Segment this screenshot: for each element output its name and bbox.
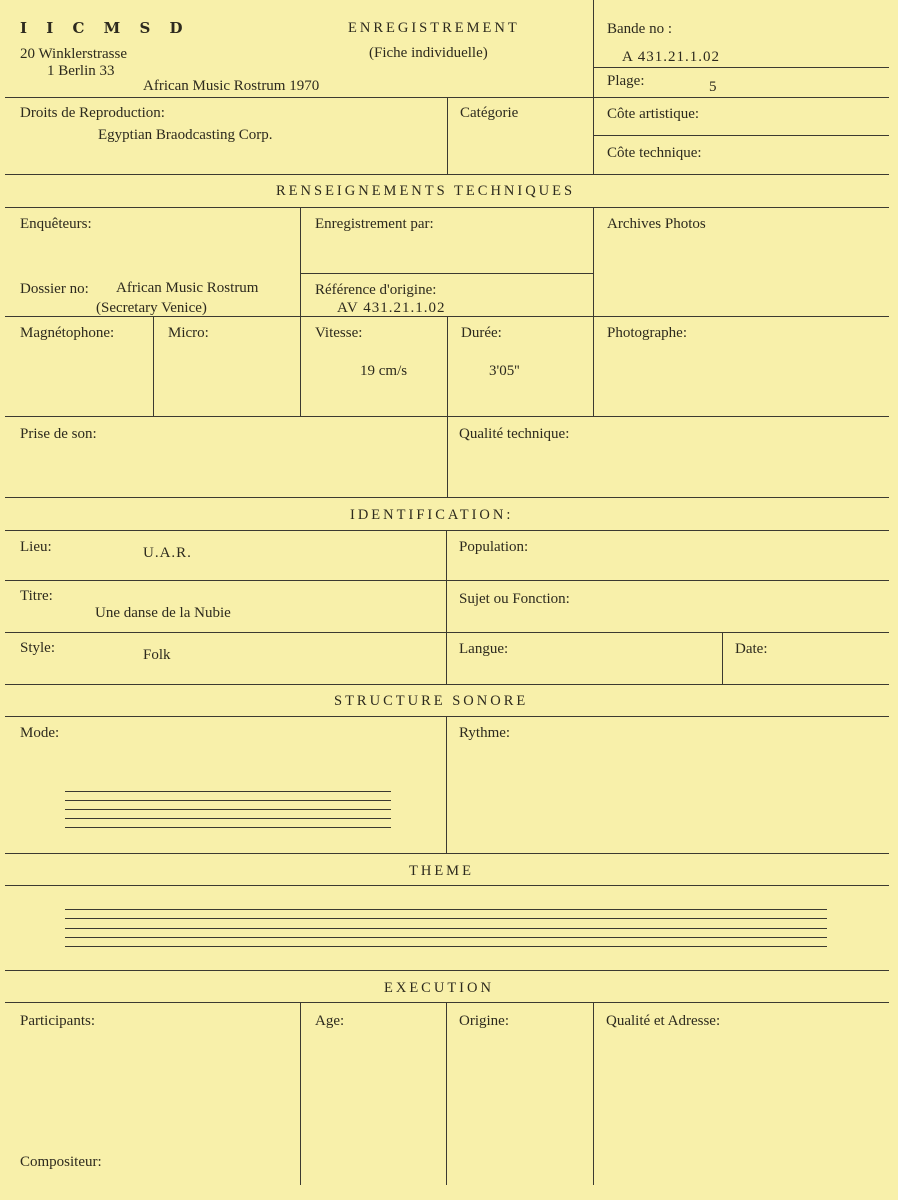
vitesse-label: Vitesse: [315,325,363,341]
reference-value: AV 431.21.1.02 [337,300,446,316]
sujet-label: Sujet ou Fonction: [459,591,570,607]
section-heading-structure: STRUCTURE SONORE [334,693,529,709]
style-value: Folk [143,647,171,663]
origine-label: Origine: [459,1013,509,1029]
section-heading-theme: THEME [409,863,474,879]
source-text: African Music Rostrum 1970 [143,78,320,94]
divider [446,716,447,853]
compositeur-label: Compositeur: [20,1154,102,1170]
magnetophone-label: Magnétophone: [20,325,115,341]
duree-label: Durée: [461,325,502,341]
vitesse-value: 19 cm/s [360,363,408,379]
archives-label: Archives Photos [607,216,706,232]
rule [5,207,889,208]
mode-label: Mode: [20,725,60,741]
dossier-value-2: (Secretary Venice) [96,300,207,316]
divider [722,632,723,684]
rule [5,716,889,717]
form-subtitle: (Fiche individuelle) [369,45,488,61]
divider [593,1002,594,1185]
divider [593,0,594,174]
address-line-2: 1 Berlin 33 [47,63,115,79]
rule [5,684,889,685]
lieu-value: U.A.R. [143,545,192,561]
divider [300,1002,301,1185]
duree-value: 3'05'' [489,363,520,379]
section-heading-technique: RENSEIGNEMENTS TECHNIQUES [276,183,576,199]
prise-de-son-label: Prise de son: [20,426,97,442]
theme-staff-line [65,918,827,919]
rule [5,885,889,886]
mode-staff-line [65,827,391,828]
titre-value: Une danse de la Nubie [95,605,231,621]
divider [153,316,154,416]
divider [447,97,448,174]
address-line-1: 20 Winklerstrasse [20,46,128,62]
rule [5,853,889,854]
titre-label: Titre: [20,588,53,604]
divider [300,207,301,416]
theme-staff-line [65,946,827,947]
date-label: Date: [735,641,768,657]
photographe-label: Photographe: [607,325,687,341]
mode-staff-line [65,800,391,801]
theme-staff-line [65,937,827,938]
rule [300,273,593,274]
rythme-label: Rythme: [459,725,511,741]
rule [593,67,889,68]
dossier-value-1: African Music Rostrum [116,280,259,296]
cote-technique-label: Côte technique: [607,145,702,161]
micro-label: Micro: [168,325,209,341]
rule [5,174,889,175]
qualite-technique-label: Qualité technique: [459,426,570,442]
rule [5,1002,889,1003]
dossier-label: Dossier no: [20,281,89,297]
qualite-adresse-label: Qualité et Adresse: [606,1013,721,1029]
plage-label: Plage: [607,73,645,89]
mode-staff-line [65,818,391,819]
participants-label: Participants: [20,1013,95,1029]
mode-staff-line [65,791,391,792]
section-heading-identification: IDENTIFICATION: [350,507,514,523]
theme-staff-line [65,909,827,910]
enqueteurs-label: Enquêteurs: [20,216,92,232]
organization-logo: I I C M S D [20,19,190,37]
theme-staff-line [65,928,827,929]
population-label: Population: [459,539,529,555]
enregistrement-label: Enregistrement par: [315,216,434,232]
divider [593,207,594,416]
categorie-label: Catégorie [460,105,519,121]
droits-value: Egyptian Braodcasting Corp. [98,127,273,143]
droits-label: Droits de Reproduction: [20,105,165,121]
lieu-label: Lieu: [20,539,52,555]
rule [593,135,889,136]
langue-label: Langue: [459,641,509,657]
section-heading-execution: EXECUTION [384,980,494,996]
divider [447,316,448,497]
form-title: ENREGISTREMENT [348,20,520,36]
reference-label: Référence d'origine: [315,282,437,298]
age-label: Age: [315,1013,345,1029]
rule [5,497,889,498]
plage-value: 5 [709,79,717,95]
mode-staff-line [65,809,391,810]
divider [446,530,447,684]
rule [5,580,889,581]
bande-label: Bande no : [607,21,672,37]
style-label: Style: [20,640,56,656]
bande-value: A 431.21.1.02 [622,49,721,65]
cote-artistique-label: Côte artistique: [607,106,700,122]
rule [5,970,889,971]
rule [5,632,889,633]
divider [446,1002,447,1185]
rule [5,530,889,531]
